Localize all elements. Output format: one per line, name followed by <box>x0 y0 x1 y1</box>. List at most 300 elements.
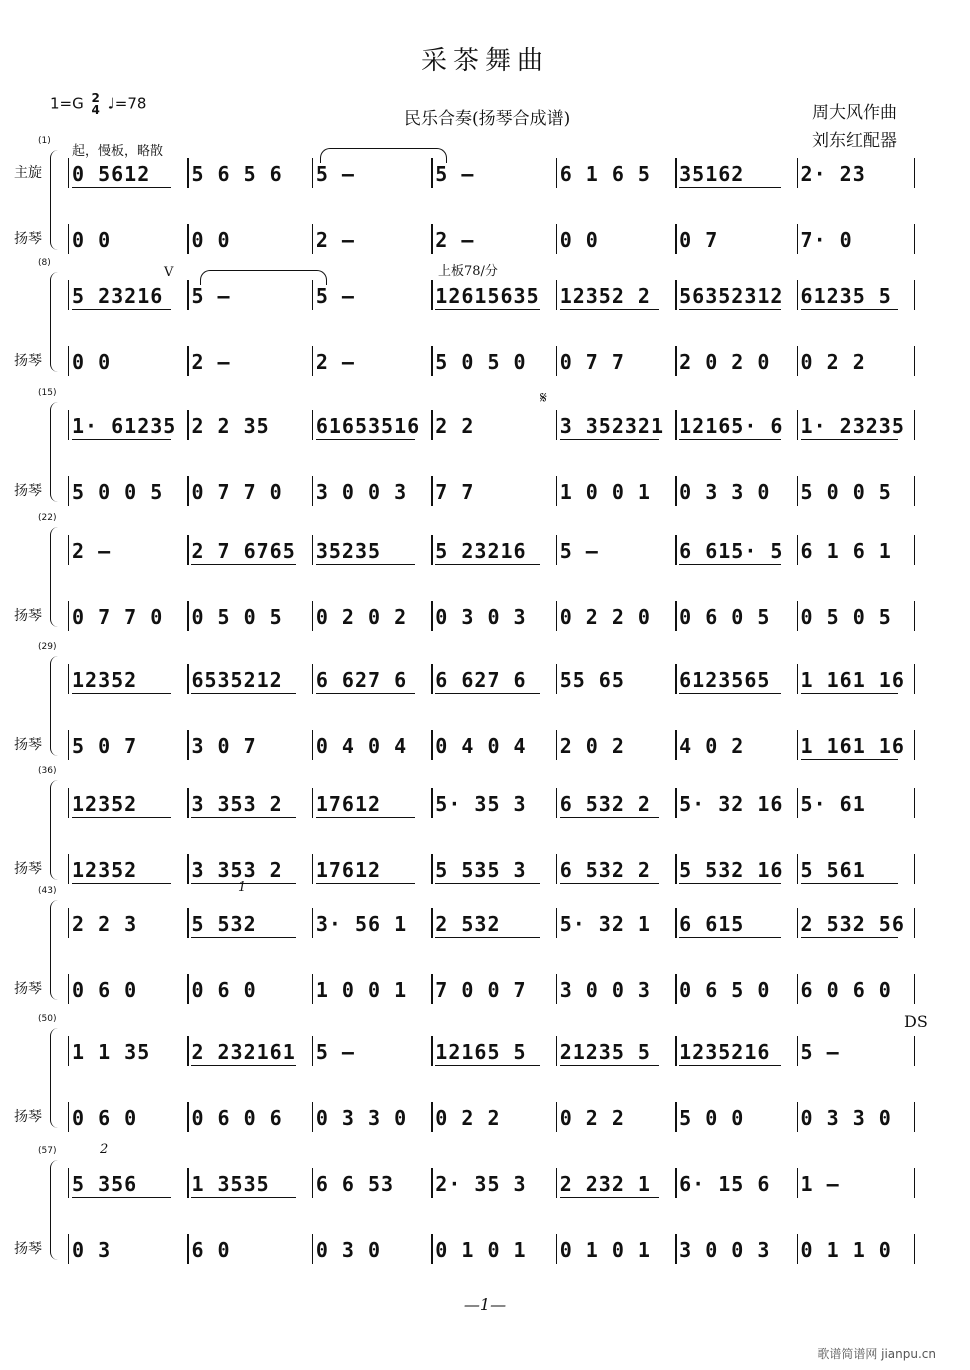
final-barline <box>914 284 918 308</box>
notes: 5 356 <box>72 1172 138 1196</box>
notes: 6 1 6 1 <box>800 539 892 563</box>
barline <box>675 664 676 694</box>
notes: 0 2 0 2 <box>315 605 408 629</box>
score-system <box>0 886 970 1010</box>
barline <box>797 158 798 188</box>
barline <box>431 1168 432 1198</box>
system-number: (22) <box>38 513 57 523</box>
notes: 5· 32 1 <box>559 912 651 936</box>
notes: 5 – <box>559 539 599 563</box>
measure <box>187 605 311 629</box>
notes: 5 532 <box>191 912 257 936</box>
barline <box>187 158 188 188</box>
key-signature <box>50 92 146 116</box>
measure <box>556 539 675 563</box>
notes: 0 3 3 0 <box>800 1106 892 1130</box>
barline <box>68 158 69 188</box>
measure <box>68 668 187 692</box>
barline <box>187 535 188 565</box>
measure <box>187 1106 311 1130</box>
notes: 2 0 2 0 <box>679 350 771 374</box>
time-signature <box>92 92 100 116</box>
barline <box>797 346 798 376</box>
notes: 2 0 2 <box>559 734 625 758</box>
measure <box>68 1172 187 1196</box>
barline <box>675 974 676 1004</box>
part-label-yangqin: 扬琴 <box>14 981 42 997</box>
beam-line <box>72 883 171 884</box>
notes: 6 6 53 <box>315 1172 395 1196</box>
score-system <box>0 388 970 512</box>
measure <box>675 539 796 563</box>
notes: 5 0 7 <box>72 734 138 758</box>
barline <box>68 346 69 376</box>
barline <box>914 280 915 310</box>
measure <box>797 1106 914 1130</box>
score-system <box>0 766 970 890</box>
notes: 7 7 <box>435 480 475 504</box>
notes: 0 2 2 <box>800 350 866 374</box>
system-number: (1) <box>38 136 51 146</box>
beam-line <box>679 883 780 884</box>
measure <box>68 912 187 936</box>
measure <box>556 1172 675 1196</box>
barline <box>797 730 798 760</box>
measure <box>312 1172 431 1196</box>
yangqin-line <box>68 480 918 504</box>
system-number: (43) <box>38 886 57 896</box>
notes: 6123565 <box>679 668 771 692</box>
volta-2-marking: 2 <box>100 1142 109 1157</box>
barline <box>675 1036 676 1066</box>
barline <box>914 1036 915 1066</box>
notes: 2 532 <box>435 912 501 936</box>
barline <box>187 788 188 818</box>
barline <box>187 476 188 506</box>
beam-line <box>435 564 539 565</box>
notes: 1 – <box>800 1172 840 1196</box>
notes: 3 0 0 3 <box>559 978 651 1002</box>
barline <box>914 1234 915 1264</box>
score-system <box>0 1014 970 1138</box>
barline <box>675 476 676 506</box>
measure <box>187 480 311 504</box>
notes: 1 3535 <box>191 1172 270 1196</box>
measure <box>556 350 675 374</box>
barline <box>914 974 915 1004</box>
measure <box>187 858 311 882</box>
barline <box>312 788 313 818</box>
beam-line <box>435 309 539 310</box>
beam-line <box>72 309 171 310</box>
barline <box>556 1168 557 1198</box>
measure <box>68 539 187 563</box>
barline <box>431 1102 432 1132</box>
barline <box>187 280 188 310</box>
measure <box>797 539 914 563</box>
notes: 0 3 0 <box>315 1238 382 1262</box>
barline <box>312 664 313 694</box>
notes: 12352 <box>72 668 138 692</box>
barline <box>431 410 432 440</box>
measure <box>797 858 914 882</box>
notes: 0 5612 <box>72 162 151 186</box>
barline <box>312 974 313 1004</box>
measure <box>797 605 914 629</box>
measure <box>312 162 431 186</box>
beam-line <box>435 883 539 884</box>
barline <box>312 476 313 506</box>
notes: 6 615 <box>679 912 745 936</box>
final-barline <box>914 1172 918 1196</box>
measure <box>556 414 675 438</box>
measure <box>312 1238 431 1262</box>
barline <box>914 730 915 760</box>
barline <box>68 854 69 884</box>
final-barline <box>914 228 918 252</box>
notes: 1 0 0 1 <box>559 480 651 504</box>
part-label-main: 主旋 <box>14 165 42 181</box>
final-barline <box>914 162 918 186</box>
barline <box>312 410 313 440</box>
measure <box>68 734 187 758</box>
notes: 2 7 6765 <box>191 539 296 563</box>
measure <box>431 1172 555 1196</box>
measure <box>797 792 914 816</box>
measure <box>68 480 187 504</box>
measure <box>431 480 555 504</box>
yangqin-line <box>68 734 918 758</box>
notes: 0 2 2 <box>559 1106 625 1130</box>
barline <box>68 535 69 565</box>
system-brace <box>50 1160 61 1260</box>
barline <box>187 854 188 884</box>
notes: 12352 <box>72 858 138 882</box>
yangqin-line <box>68 605 918 629</box>
notes: 1235216 <box>679 1040 771 1064</box>
barline <box>556 788 557 818</box>
system-number: (57) <box>38 1146 57 1156</box>
notes: 0 2 2 0 <box>559 605 651 629</box>
notes: 6 532 2 <box>559 792 651 816</box>
barline <box>312 854 313 884</box>
notes: 56352312 <box>679 284 784 308</box>
barline <box>797 664 798 694</box>
yangqin-line <box>68 858 918 882</box>
notes: 0 7 7 <box>559 350 625 374</box>
notes: 5 – <box>315 1040 355 1064</box>
notes: 0 6 5 0 <box>679 978 771 1002</box>
notes: 2 2 3 <box>72 912 138 936</box>
measure <box>312 912 431 936</box>
notes: 3 0 7 <box>191 734 257 758</box>
measure <box>431 284 555 308</box>
barline <box>556 1036 557 1066</box>
notes: 0 3 3 0 <box>315 1106 408 1130</box>
barline <box>68 908 69 938</box>
measure <box>556 1040 675 1064</box>
barline <box>431 788 432 818</box>
notes: 12352 2 <box>559 284 651 308</box>
yangqin-line <box>68 1106 918 1130</box>
part-label-yangqin: 扬琴 <box>14 608 42 624</box>
measure <box>312 228 431 252</box>
notes: 0 6 0 <box>72 978 138 1002</box>
beam-line <box>316 883 415 884</box>
notes: 6 627 6 <box>315 668 408 692</box>
key-prefix: 1=G <box>50 94 84 113</box>
notes: 0 5 0 5 <box>800 605 892 629</box>
barline <box>556 158 557 188</box>
notes: 3 353 2 <box>191 792 283 816</box>
melody-line <box>68 284 918 308</box>
barline <box>914 346 915 376</box>
measure <box>431 605 555 629</box>
barline <box>797 410 798 440</box>
barline <box>556 908 557 938</box>
barline <box>431 730 432 760</box>
barline <box>431 854 432 884</box>
barline <box>675 1168 676 1198</box>
breath-mark: V <box>164 265 174 280</box>
barline <box>187 1234 188 1264</box>
beam-line <box>679 309 780 310</box>
measure <box>431 1040 555 1064</box>
barline <box>68 224 69 254</box>
beam-line <box>435 1065 539 1066</box>
notes: 7 0 0 7 <box>435 978 527 1002</box>
measure <box>431 350 555 374</box>
measure <box>797 1238 914 1262</box>
barline <box>68 280 69 310</box>
measure <box>556 978 675 1002</box>
notes: 5 – <box>435 162 475 186</box>
barline <box>68 1102 69 1132</box>
barline <box>431 664 432 694</box>
measure <box>68 350 187 374</box>
notes: 5 – <box>315 284 355 308</box>
measure <box>312 284 431 308</box>
notes: 5· 35 3 <box>435 792 527 816</box>
measure <box>187 284 311 308</box>
notes: 2 – <box>315 228 355 252</box>
barline <box>556 854 557 884</box>
system-number: (50) <box>38 1014 57 1024</box>
composer-credit: 周大风作曲 <box>812 103 897 123</box>
beam-line <box>72 693 171 694</box>
beam-line <box>435 937 539 938</box>
barline <box>556 1234 557 1264</box>
measure <box>797 414 914 438</box>
system-brace <box>50 150 61 250</box>
barline <box>797 1168 798 1198</box>
notes: 0 1 0 1 <box>559 1238 651 1262</box>
barline <box>914 224 915 254</box>
notes: 0 7 <box>679 228 719 252</box>
notes: 5 – <box>315 162 355 186</box>
measure <box>187 668 311 692</box>
barline <box>675 1102 676 1132</box>
notes: 3 352321 <box>559 414 665 438</box>
notes: 2 232161 <box>191 1040 296 1064</box>
yangqin-line <box>68 350 918 374</box>
barline <box>675 1234 676 1264</box>
measure <box>187 414 311 438</box>
barline <box>556 974 557 1004</box>
final-barline <box>914 668 918 692</box>
barline <box>675 535 676 565</box>
system-brace <box>50 272 61 372</box>
measure <box>312 734 431 758</box>
barline <box>797 974 798 1004</box>
beam-line <box>560 309 659 310</box>
notes: 2 – <box>72 539 112 563</box>
final-barline <box>914 734 918 758</box>
melody-line <box>68 414 918 438</box>
beam-line <box>191 817 295 818</box>
beam-line <box>679 937 780 938</box>
barline <box>68 601 69 631</box>
barline <box>187 730 188 760</box>
barline <box>797 601 798 631</box>
measure <box>797 350 914 374</box>
notes: 12352 <box>72 792 138 816</box>
measure <box>431 978 555 1002</box>
barline <box>675 730 676 760</box>
beam-line <box>560 817 659 818</box>
measure <box>68 978 187 1002</box>
measure <box>68 228 187 252</box>
melody-line <box>68 539 918 563</box>
final-barline <box>914 978 918 1002</box>
beam-line <box>191 693 295 694</box>
notes: 0 2 2 <box>435 1106 501 1130</box>
beam-line <box>801 759 898 760</box>
measure <box>675 978 796 1002</box>
barline <box>431 1234 432 1264</box>
barline <box>797 280 798 310</box>
measure <box>675 912 796 936</box>
measure <box>187 734 311 758</box>
barline <box>187 346 188 376</box>
notes: 0 0 <box>191 228 231 252</box>
measure <box>431 858 555 882</box>
barline <box>68 1168 69 1198</box>
barline <box>431 224 432 254</box>
beam-line <box>679 693 780 694</box>
page-number: —1— <box>463 1295 507 1314</box>
beam-line <box>801 693 898 694</box>
notes: 12165· 6 <box>679 414 784 438</box>
notes: 61235 5 <box>800 284 892 308</box>
beam-line <box>679 439 780 440</box>
measure <box>68 1040 187 1064</box>
notes: 3 0 0 3 <box>679 1238 771 1262</box>
beam-line <box>316 439 415 440</box>
final-barline <box>914 539 918 563</box>
measure <box>556 228 675 252</box>
beam-line <box>191 1197 295 1198</box>
tie-arc <box>320 148 447 163</box>
system-brace <box>50 656 61 756</box>
part-label-yangqin: 扬琴 <box>14 737 42 753</box>
barline <box>187 224 188 254</box>
final-barline <box>914 480 918 504</box>
barline <box>556 280 557 310</box>
notes: 5 0 0 5 <box>72 480 164 504</box>
measure <box>556 162 675 186</box>
final-barline <box>914 1040 918 1064</box>
notes: 0 6 0 <box>72 1106 138 1130</box>
barline <box>431 908 432 938</box>
notes: 5· 61 <box>800 792 866 816</box>
measure <box>797 162 914 186</box>
notes: 0 3 <box>72 1238 112 1262</box>
barline <box>312 1036 313 1066</box>
measure <box>68 414 187 438</box>
measure <box>187 1172 311 1196</box>
measure <box>68 858 187 882</box>
notes: 5 23216 <box>72 284 164 308</box>
barline <box>68 476 69 506</box>
final-barline <box>914 414 918 438</box>
system-brace <box>50 1028 61 1128</box>
barline <box>914 908 915 938</box>
final-barline <box>914 792 918 816</box>
notes: 2 – <box>191 350 231 374</box>
tempo-mark: ♩=78 <box>107 94 147 113</box>
beam-line <box>316 817 415 818</box>
barline <box>675 908 676 938</box>
barline <box>431 601 432 631</box>
tie-arc <box>200 270 327 285</box>
barline <box>68 788 69 818</box>
beam-line <box>72 1197 171 1198</box>
watermark: 歌谱简谱网 jianpu.cn <box>817 1347 936 1361</box>
barline <box>556 224 557 254</box>
measure <box>431 162 555 186</box>
beam-line <box>560 883 659 884</box>
notes: 6 1 6 5 <box>559 162 651 186</box>
barline <box>68 1036 69 1066</box>
melody-line <box>68 792 918 816</box>
measure <box>675 350 796 374</box>
notes: 2 – <box>435 228 475 252</box>
barline <box>797 1102 798 1132</box>
measure <box>431 414 555 438</box>
notes: 1 161 16 <box>800 668 905 692</box>
notes: 3 353 2 <box>191 858 283 882</box>
beam-line <box>679 187 780 188</box>
barline <box>187 601 188 631</box>
measure <box>187 1040 311 1064</box>
final-barline <box>914 1106 918 1130</box>
barline <box>797 788 798 818</box>
notes: 5 532 16 <box>679 858 784 882</box>
measure <box>675 284 796 308</box>
measure <box>675 668 796 692</box>
barline <box>556 476 557 506</box>
notes: 0 6 0 5 <box>679 605 771 629</box>
notes: 5 0 5 0 <box>435 350 527 374</box>
notes: 5· 32 16 <box>679 792 784 816</box>
measure <box>431 734 555 758</box>
notes: 17612 <box>315 858 382 882</box>
beam-line <box>560 439 659 440</box>
measure <box>797 228 914 252</box>
notes: 0 0 <box>559 228 599 252</box>
measure <box>312 605 431 629</box>
